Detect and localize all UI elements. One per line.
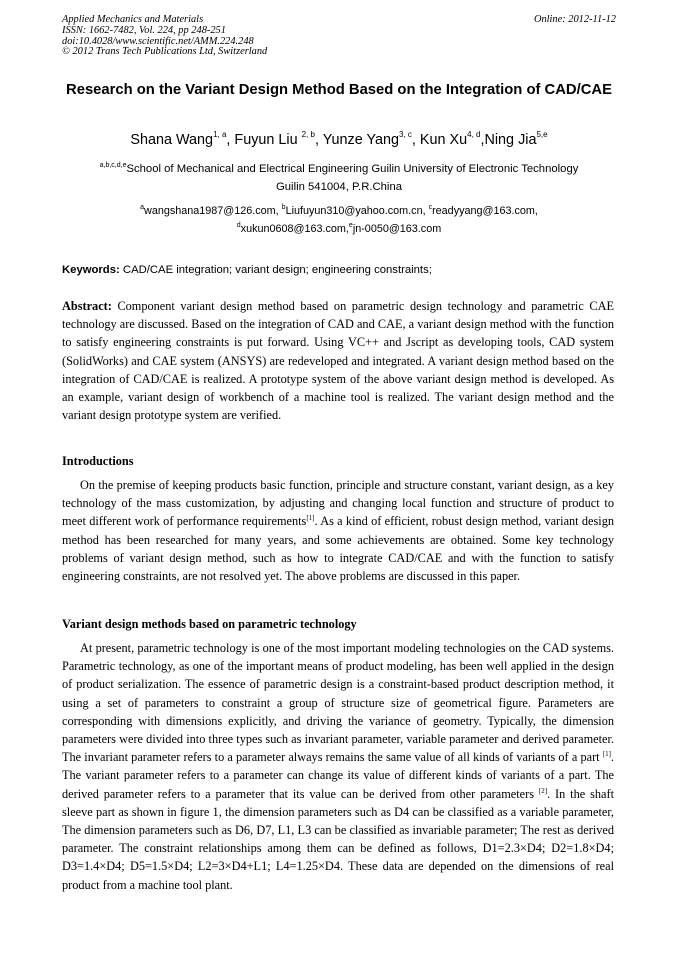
author-superscript: 1, a: [213, 130, 227, 139]
email-superscript: d: [236, 222, 241, 229]
variant-section-heading: Variant design methods based on parametric technology: [62, 617, 357, 631]
affiliation-institution: School of Mechanical and Electrical Engineering Guilin University of Electronic Technology: [126, 163, 579, 175]
citation-ref: [1]: [306, 514, 315, 523]
email-a: wangshana1987@126.com,: [144, 205, 282, 217]
author-list: [40, 130, 638, 150]
doi-line: doi:10.4028/www.scientific.net/AMM.224.248: [62, 35, 254, 47]
author-separator: ,: [226, 132, 235, 148]
email-superscript: a: [140, 204, 145, 211]
online-date: Online: 2012-11-12: [533, 14, 616, 25]
issn-line: ISSN: 1662-7482, Vol. 224, pp 248-251: [62, 24, 226, 36]
author-superscript: 4, d: [467, 130, 481, 139]
abstract-label: Abstract:: [62, 299, 112, 313]
affiliation-line-1: [40, 160, 638, 178]
author-name: Ning Jia: [484, 132, 537, 148]
citation-ref: [1]: [602, 750, 611, 759]
author-name: Shana Wang: [130, 132, 214, 148]
author-separator: ,: [480, 132, 485, 148]
author-separator: ,: [314, 132, 323, 148]
paragraph-text: At present, parametric technology is one of the most important modeling technologies on the CAD systems. Parametric technology, as one of the important means of product modeling, has been well applied in the design of product serialization. The essence of parametric design is a constraint-based product description method, it using a set of parameters to constraint a group of structure size of geometrical figure. Parameters are corresponding with dimensions explicitly, and driving the variance of geometry. Typically, the dimension parameters were divided into three types such as invariant parameter, variable parameter and derived parameter. The invariant parameter refers to a parameter always remains the same value of all kinds of variants of a part: [62, 641, 614, 765]
affiliation-line-2: Guilin 541004, P.R.China: [275, 181, 403, 193]
paragraph-text: . As a kind of efficient, robust design method, variant design method has been researched for many years, and some achievements are obtained. Some key technology problems of variant design method, such as how to integrate CAD/CAE and with the function to satisfy engineering constraints, are not resolved yet. The above problems are discussed in this paper.: [62, 514, 614, 584]
email-e: jn-0050@163.com: [352, 223, 442, 235]
paragraph-text: . The variant parameter refers to a parameter can change its value of different kinds of variants of a part. The derived parameter refers to a parameter that its value can be derived from other parameters: [62, 750, 614, 801]
email-c: readyyang@163.com,: [432, 205, 538, 217]
author-name: Yunze Yang: [322, 132, 399, 148]
abstract-text: Component variant design method based on parametric design technology and parametric CAE technology are discussed. Based on the integration of CAD and CAE, a variant design method with the function to satisfy engineering constraints is put forward. Using VC++ and Jscript as developing tools, CAD system (SolidWorks) and CAE system (ANSYS) are redeveloped and integrated. A variant design method based on the integration of CAD/CAE is realized. A prototype system of the above variant design method is developed. As an example, variant design of workbench of a machine tool is realized. The variant design method and the variant design prototype system are verified.: [62, 299, 614, 423]
email-line-1: [40, 202, 638, 220]
email-list: [40, 202, 638, 238]
affiliation-superscript: a,b,c,d,e: [99, 162, 127, 169]
journal-name: Applied Mechanics and Materials: [62, 14, 204, 25]
variant-section-paragraph: [62, 639, 614, 894]
author-name: Fuyun Liu: [234, 132, 302, 148]
email-superscript: c: [428, 204, 433, 211]
email-line-2: [40, 220, 638, 238]
paper-title: Research on the Variant Design Method Based on the Integration of CAD/CAE: [66, 82, 612, 98]
keywords: [62, 262, 618, 278]
author-superscript: 5,e: [536, 130, 548, 139]
journal-header: [62, 15, 616, 58]
author-name: Kun Xu: [419, 132, 468, 148]
author-separator: ,: [411, 132, 420, 148]
keywords-label: Keywords:: [62, 264, 120, 276]
author-superscript: 3, c: [399, 130, 412, 139]
introductions-paragraph: [62, 476, 614, 585]
author-superscript: 2, b: [301, 130, 315, 139]
introductions-heading: Introductions: [62, 454, 134, 468]
paragraph-text: On the premise of keeping products basic function, principle and structure constant, variant design, as a key technology of the mass customization, by adjusting and changing local function and structure of product to meet different work of performance requirements: [62, 478, 614, 529]
citation-ref: [2]: [538, 786, 548, 795]
keywords-text: CAD/CAE integration; variant design; engineering constraints;: [119, 264, 432, 276]
abstract: [62, 297, 614, 424]
paragraph-text: . In the shaft sleeve part as shown in figure 1, the dimension parameters such as D4 can be classified as a variable parameter, The dimension parameters such as D6, D7, L1, L3 can be classified as invariable parameter; The rest as derived parameter. The constraint relationships among them can be defined as follows, D1=2.3×D4; D2=1.8×D4; D3=1.4×D4; D5=1.5×D4; L2=3×D4+L1; L4=1.25×D4. These data are depended on the dimensions of real product from a machine tool plant.: [62, 786, 614, 892]
affiliation: [40, 160, 638, 196]
email-b: Liufuyun310@yahoo.com.cn,: [285, 205, 429, 217]
email-superscript: b: [281, 204, 286, 211]
email-d: xukun0608@163.com,: [240, 223, 349, 235]
email-superscript: e: [348, 222, 353, 229]
copyright-line: © 2012 Trans Tech Publications Ltd, Switzerland: [62, 46, 268, 58]
